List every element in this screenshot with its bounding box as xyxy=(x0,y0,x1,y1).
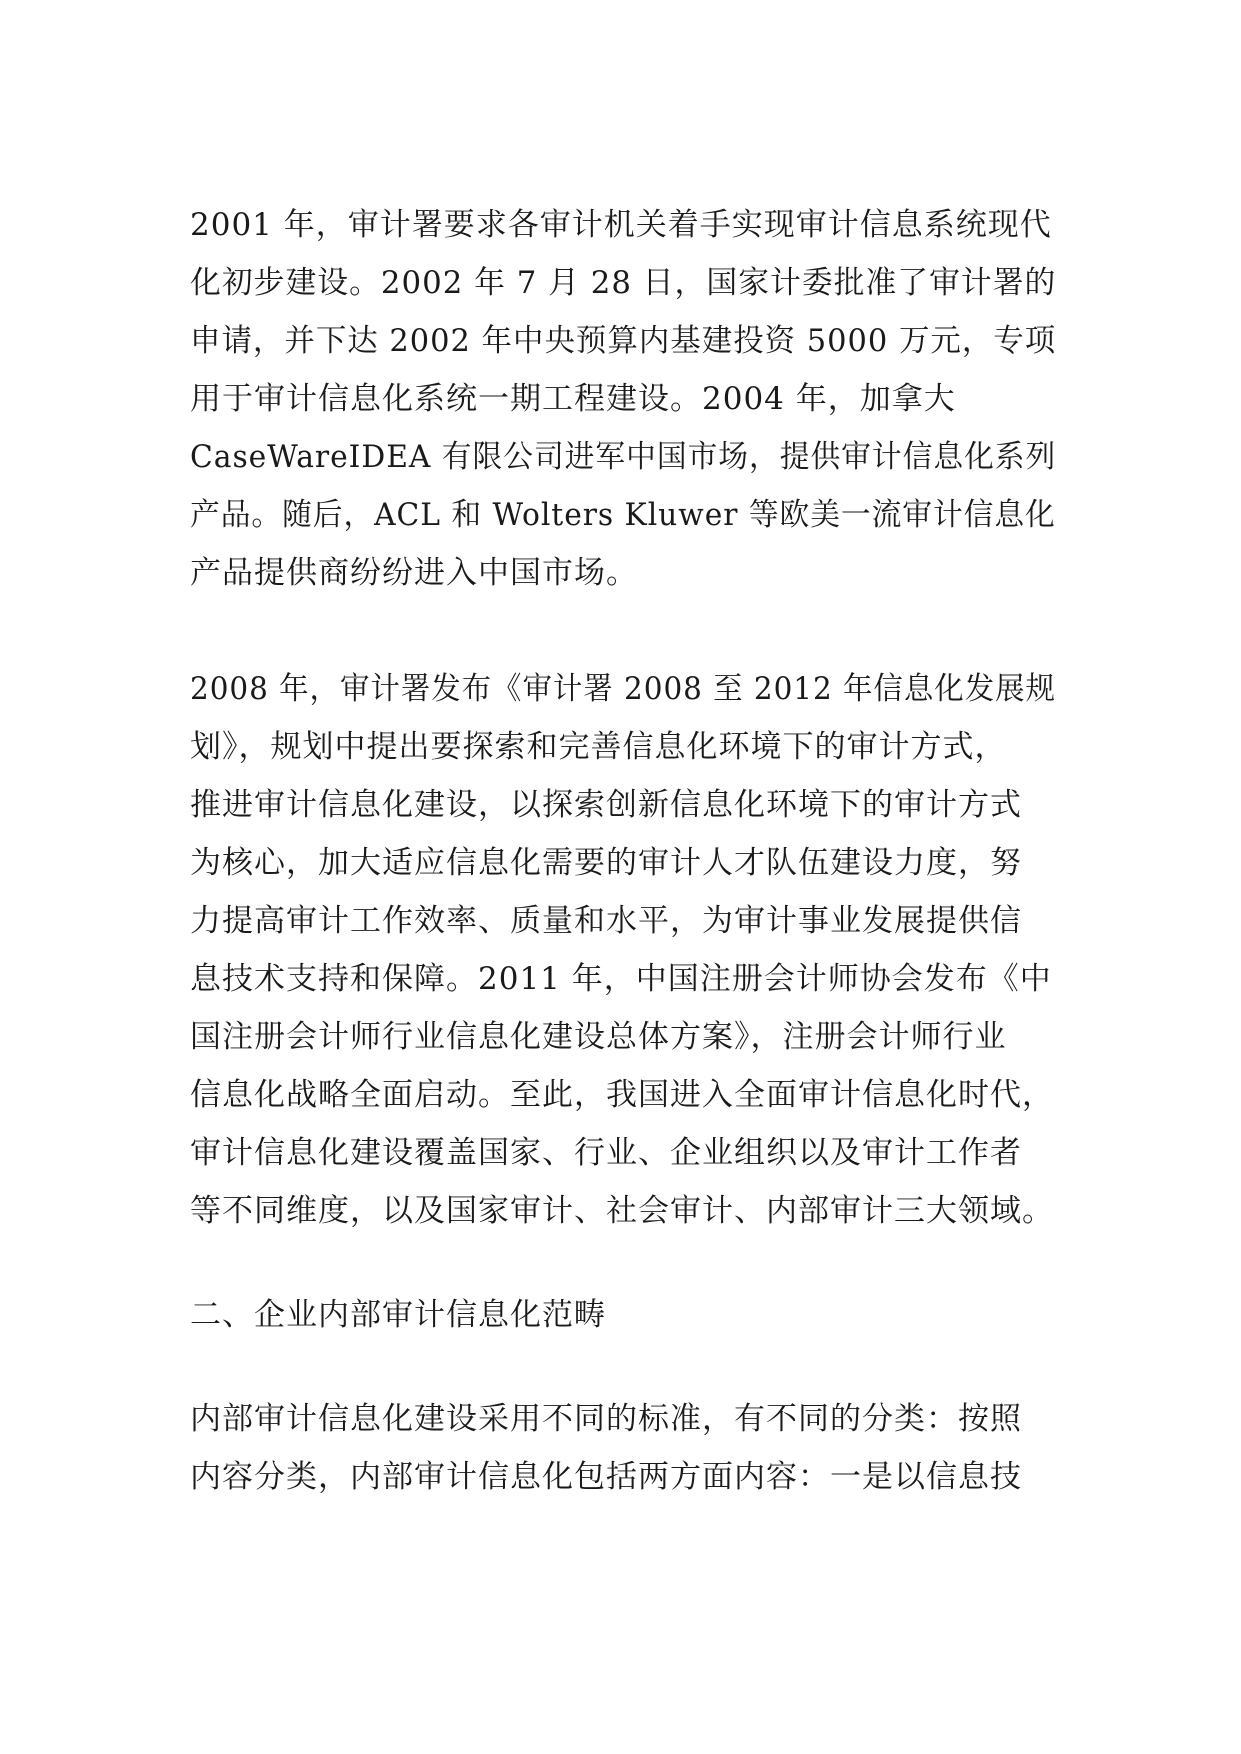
text-line: 推进审计信息化建设，以探索创新信息化环境下的审计方式 xyxy=(190,787,1022,823)
text-line: CaseWareIDEA 有限公司进军中国市场，提供审计信息化系列 xyxy=(190,439,1057,475)
text-line: 划》，规划中提出要探索和完善信息化环境下的审计方式， xyxy=(190,729,1007,765)
text-line: 内容分类，内部审计信息化包括两方面内容：一是以信息技 xyxy=(190,1459,1022,1495)
text-line: 为核心，加大适应信息化需要的审计人才队伍建设力度，努 xyxy=(190,845,1022,881)
text-line: 2008 年，审计署发布《审计署 2008 至 2012 年信息化发展规 xyxy=(190,671,1056,707)
text-line: 申请，并下达 2002 年中央预算内基建投资 5000 万元，专项 xyxy=(190,323,1057,359)
text-line: 等不同维度，以及国家审计、社会审计、内部审计三大领域。 xyxy=(190,1193,1054,1229)
section-heading: 二、企业内部审计信息化范畴 xyxy=(190,1297,606,1333)
paragraph-3 xyxy=(190,1390,1056,1506)
paragraph-1 xyxy=(190,196,1056,602)
text-line: 化初步建设。2002 年 7 月 28 日，国家计委批准了审计署的 xyxy=(190,265,1057,301)
text-line: 信息化战略全面启动。至此，我国进入全面审计信息化时代， xyxy=(190,1077,1054,1113)
document-body xyxy=(190,196,1056,1506)
text-line: 国注册会计师行业信息化建设总体方案》，注册会计师行业 xyxy=(190,1019,1007,1055)
text-line: 力提高审计工作效率、质量和水平，为审计事业发展提供信 xyxy=(190,903,1022,939)
text-line: 2001 年，审计署要求各审计机关着手实现审计信息系统现代 xyxy=(190,207,1052,243)
text-line: 内部审计信息化建设采用不同的标准，有不同的分类：按照 xyxy=(190,1401,1022,1437)
text-line: 息技术支持和保障。2011 年，中国注册会计师协会发布《中 xyxy=(190,961,1052,997)
text-line: 审计信息化建设覆盖国家、行业、企业组织以及审计工作者 xyxy=(190,1135,1022,1171)
text-line: 产品提供商纷纷进入中国市场。 xyxy=(190,555,638,591)
paragraph-spacer xyxy=(190,1344,1056,1390)
paragraph-2 xyxy=(190,660,1056,1240)
paragraph-spacer xyxy=(190,1240,1056,1286)
paragraph-spacer xyxy=(190,602,1056,660)
text-line: 产品。随后，ACL 和 Wolters Kluwer 等欧美一流审计信息化 xyxy=(190,497,1056,533)
text-line: 用于审计信息化系统一期工程建设。2004 年，加拿大 xyxy=(190,381,956,417)
